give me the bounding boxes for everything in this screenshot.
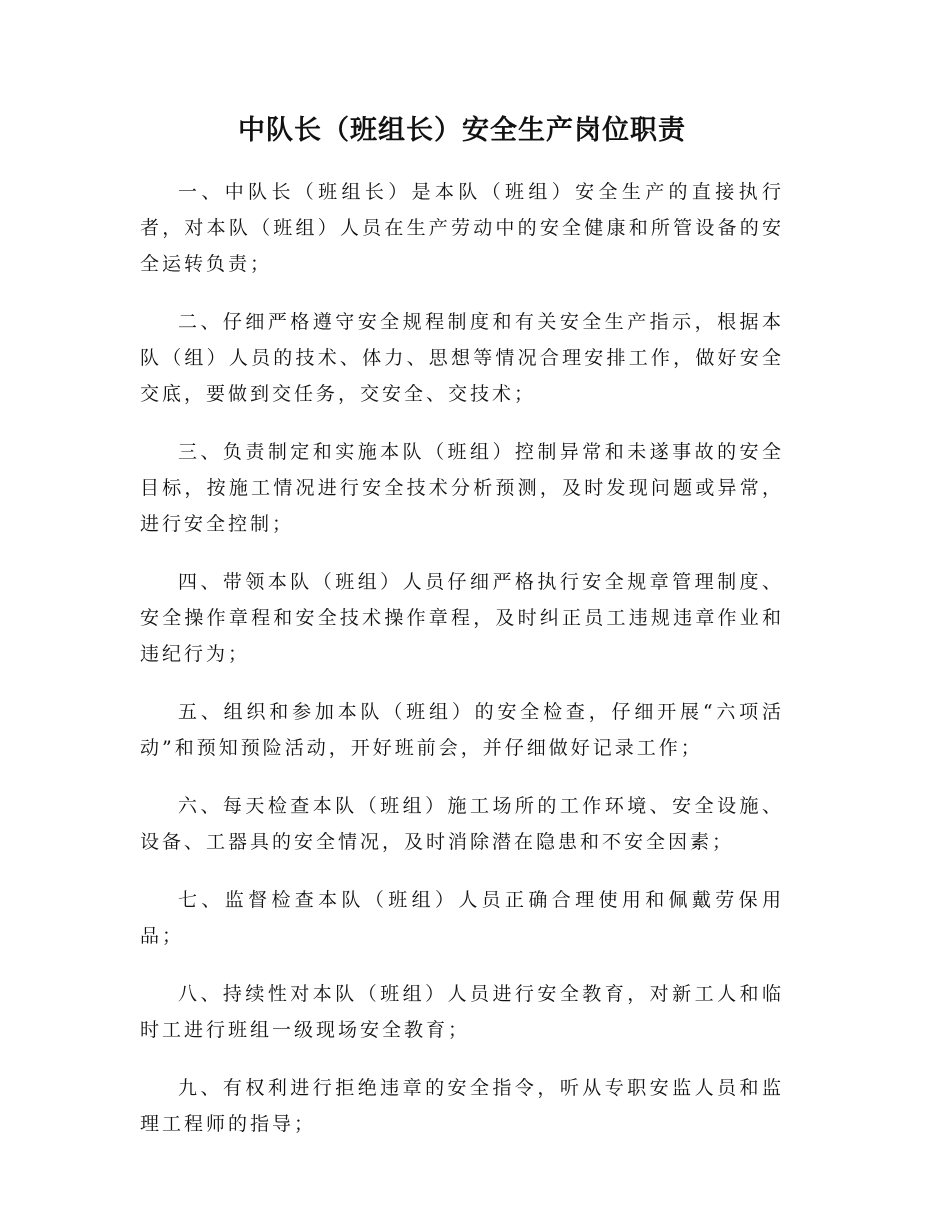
clause-8: 八、持续性对本队（班组）人员进行安全教育，对新工人和临时工进行班组一级现场安全教育； bbox=[140, 983, 784, 1041]
clause-9: 九、有权利进行拒绝违章的安全指令，听从专职安监人员和监理工程师的指导； bbox=[140, 1077, 784, 1135]
clause-3: 三、负责制定和实施本队（班组）控制异常和未遂事故的安全目标，按施工情况进行安全技术分析预测，及时发现问题或异常，进行安全控制； bbox=[140, 441, 784, 535]
clause-5: 五、组织和参加本队（班组）的安全检查，仔细开展“六项活动”和预知预险活动，开好班前会，并仔细做好记录工作； bbox=[140, 701, 784, 759]
clause-2: 二、仔细严格遵守安全规程制度和有关安全生产指示，根据本队（组）人员的技术、体力、思想等情况合理安排工作，做好安全交底，要做到交任务，交安全、交技术； bbox=[140, 311, 784, 405]
clause-6: 六、每天检查本队（班组）施工场所的工作环境、安全设施、设备、工器具的安全情况，及时消除潜在隐患和不安全因素； bbox=[140, 795, 784, 853]
clause-1: 一、中队长（班组长）是本队（班组）安全生产的直接执行者，对本队（班组）人员在生产劳动中的安全健康和所管设备的安全运转负责； bbox=[140, 181, 784, 275]
clause-4: 四、带领本队（班组）人员仔细严格执行安全规章管理制度、安全操作章程和安全技术操作章程，及时纠正员工违规违章作业和违纪行为； bbox=[140, 571, 784, 665]
clause-7: 七、监督检查本队（班组）人员正确合理使用和佩戴劳保用品； bbox=[140, 889, 784, 947]
document-title: 中队长（班组长）安全生产岗位职责 bbox=[238, 115, 686, 146]
